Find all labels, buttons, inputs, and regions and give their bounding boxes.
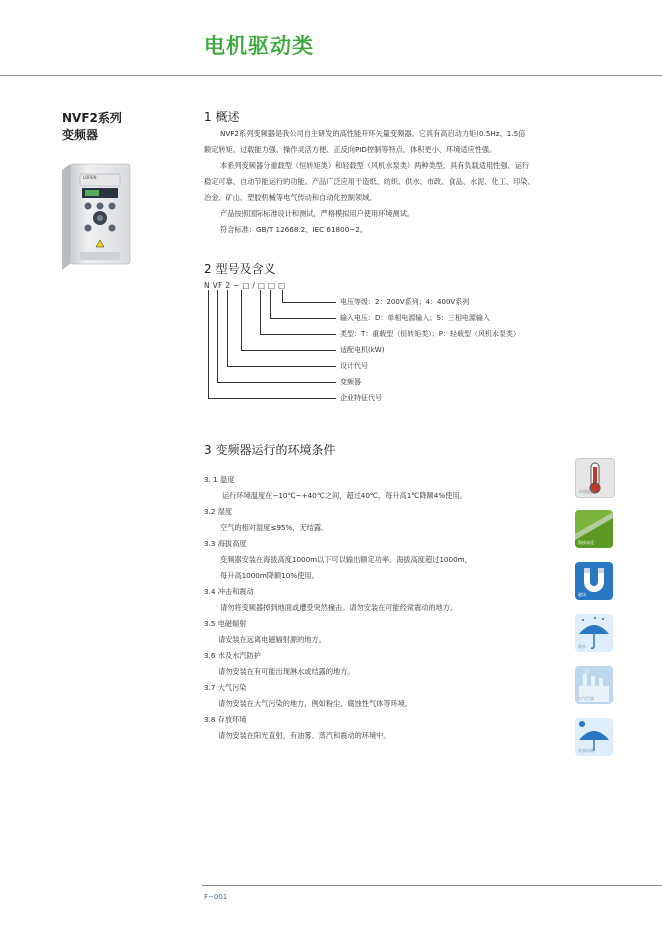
model-label-input: 输入电压：D：单相电源输入；S：三相电源输入: [340, 314, 490, 322]
model-label-motor: 适配电机(kW): [340, 346, 385, 354]
footer-divider: [202, 885, 662, 886]
device-brand: LOREN: [83, 175, 97, 180]
paragraph: 本系列变频器分重载型（恒转矩类）和轻载型（风机水泵类）两种类型，具有负载适用性强、运行: [220, 161, 530, 170]
factory-pollution-icon: 大气污染: [575, 666, 613, 704]
condition-title: 3. 1 温度: [204, 475, 235, 484]
condition-text: 请勿将变频器掉到地面或遭受突然撞击。请勿安装在可能经常震动的地方。: [220, 603, 458, 612]
model-label-voltage: 电压等级：2：200V系列；4：400V系列: [340, 298, 470, 306]
condition-text: 请勿安装在阳光直射，有油雾、蒸汽和震动的环境中。: [218, 731, 391, 740]
condition-text: 请勿安装在大气污染的地方，例如粉尘、腐蚀性气体等环境。: [218, 699, 413, 708]
section-1-body: [204, 126, 535, 238]
condition-title: 3.7 大气污染: [204, 683, 247, 692]
section-3-list: [204, 472, 472, 744]
condition-text: 每升高1000m降额10%使用。: [220, 571, 319, 580]
inverter-product-image: [58, 160, 136, 272]
condition-text: 变频器安装在海拔高度1000m以下可以输出额定功率。海拔高度超过1000m，: [220, 555, 472, 564]
section-3-heading: 3 变频器运行的环境条件: [204, 443, 336, 457]
umbrella-rain-icon: 防水: [575, 614, 613, 652]
paragraph: 符合标准：GB/T 12668.2、IEC 61800−2。: [220, 225, 368, 234]
paragraph: NVF2系列变频器是我公司自主研发的高性能开环矢量变频器。它具有高启动力矩(0.5Hz、1.5倍: [220, 129, 526, 138]
condition-text: 请勿安装在有可能出现淋水或结露的地方。: [218, 667, 355, 676]
model-label-inverter: 变频器: [340, 378, 361, 386]
header-divider: [0, 75, 662, 76]
condition-text: 请安装在远离电磁辐射源的地方。: [218, 635, 326, 644]
section-1-heading: 1 概述: [204, 110, 240, 124]
paragraph: 冶金、矿山、塑胶机械等电气传动和自动化控制领域。: [204, 193, 377, 202]
product-type: 变频器: [62, 128, 99, 142]
umbrella-sun-icon: 存放环境: [575, 718, 613, 756]
condition-title: 3.5 电磁辐射: [204, 619, 247, 628]
product-series: NVF2系列: [62, 111, 122, 125]
paragraph: 额定转矩、过载能力强、操作灵活方便、正反向PID控制等特点。体积更小、环境适应性强。: [204, 145, 497, 154]
category-title: 电机驱动类: [204, 34, 314, 58]
condition-text: 空气的相对湿度≤95%，无结露。: [220, 523, 329, 532]
model-code: N VF 2 − □ / □ □ □: [204, 281, 286, 290]
condition-title: 3.6 水及水汽防护: [204, 651, 261, 660]
magnet-icon: 磁场: [575, 562, 613, 600]
product-label: [62, 110, 122, 144]
condition-title: 3.2 湿度: [204, 507, 233, 516]
model-label-company: 企业特征代号: [340, 394, 382, 402]
condition-text: 运行环境温度在−10℃~+40℃之间，超过40℃，每升高1℃降额4%使用。: [222, 491, 467, 500]
altitude-icon: 海拔高度: [575, 510, 613, 548]
page-code: F−001: [204, 893, 228, 901]
condition-title: 3.3 海拔高度: [204, 539, 247, 548]
model-label-type: 类型：T：重载型（恒转矩类）；P：轻载型（风机水泵类）: [340, 330, 520, 338]
section-2-heading: 2 型号及含义: [204, 262, 276, 276]
thermometer-icon: 环境温度: [575, 458, 615, 498]
condition-title: 3.8 存放环境: [204, 715, 247, 724]
condition-title: 3.4 冲击和震动: [204, 587, 254, 596]
paragraph: 产品按照国际标准设计和测试，严格模拟用户使用环境测试。: [220, 209, 415, 218]
paragraph: 稳定可靠、自动节能运行的功能。产品广泛应用于造纸、纺织、供水、市政、食品、水泥、化工、印染、: [204, 177, 535, 186]
model-label-design: 设计代号: [340, 362, 368, 370]
